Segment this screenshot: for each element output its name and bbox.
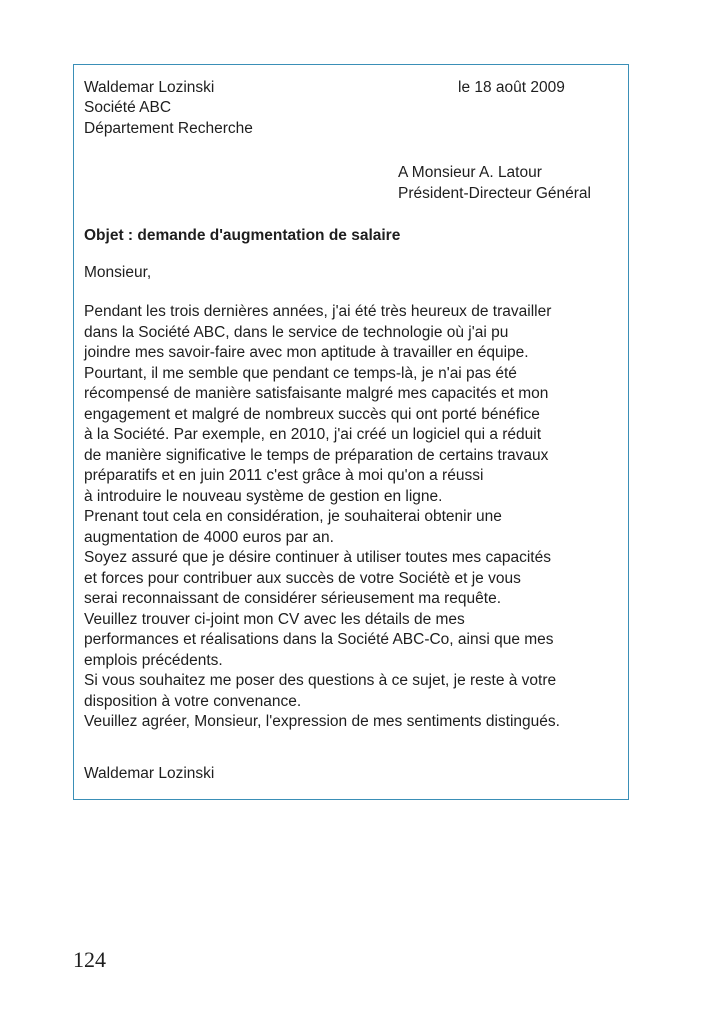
body-line: à introduire le nouveau système de gestion en ligne. (84, 487, 443, 505)
body-line: Soyez assuré que je désire continuer à utiliser toutes mes capacités (84, 549, 551, 566)
signature: Waldemar Lozinski (84, 765, 215, 782)
letter-body (84, 302, 624, 733)
body-line: à la Société. Par exemple, en 2010, j'ai créé un logiciel qui a réduit (84, 426, 542, 443)
body-line: Pourtant, il me semble que pendant ce temps-là, je n'ai pas été (84, 364, 517, 382)
body-line: préparatifs et en juin 2011 c'est grâce à moi qu'on a réussi (84, 467, 484, 484)
body-line: Prenant tout cela en considération, je souhaiterai obtenir une (84, 508, 502, 525)
body-line: emplois précédents. (84, 651, 223, 669)
letter-subject: Objet : demande d'augmentation de salaire (84, 227, 401, 244)
page-number: 124 (73, 947, 106, 972)
sender-department: Département Recherche (84, 120, 253, 137)
letter-date: le 18 août 2009 (458, 79, 565, 96)
recipient-name: A Monsieur A. Latour (398, 164, 542, 181)
sender-name: Waldemar Lozinski (84, 79, 215, 96)
body-line: de manière significative le temps de préparation de certains travaux (84, 446, 549, 464)
body-line: engagement et malgré de nombreux succès qui ont porté bénéfice (84, 405, 540, 423)
body-line: Veuillez trouver ci-joint mon CV avec les détails de mes (84, 610, 465, 628)
body-line: et forces pour contribuer aux succès de votre Sociétè et je vous (84, 569, 521, 587)
body-line: performances et réalisations dans la Société ABC-Co, ainsi que mes (84, 631, 554, 648)
sender-company: Société ABC (84, 99, 172, 116)
body-line: serai reconnaissant de considérer sérieusement ma requête. (84, 590, 502, 607)
body-line: Si vous souhaitez me poser des questions à ce sujet, je reste à votre (84, 672, 557, 689)
body-line: Pendant les trois dernières années, j'ai été très heureux de travailler (84, 303, 552, 320)
salutation: Monsieur, (84, 264, 152, 281)
body-line: joindre mes savoir-faire avec mon aptitude à travailler en équipe. (84, 344, 529, 361)
body-line: dans la Société ABC, dans le service de technologie où j'ai pu (84, 323, 509, 341)
body-line: disposition à votre convenance. (84, 692, 302, 710)
body-line: Veuillez agréer, Monsieur, l'expression de mes sentiments distingués. (84, 713, 560, 730)
recipient-title: Président-Directeur Général (398, 185, 591, 202)
body-line: récompensé de manière satisfaisante malgré mes capacités et mon (84, 385, 549, 402)
body-line: augmentation de 4000 euros par an. (84, 528, 334, 546)
